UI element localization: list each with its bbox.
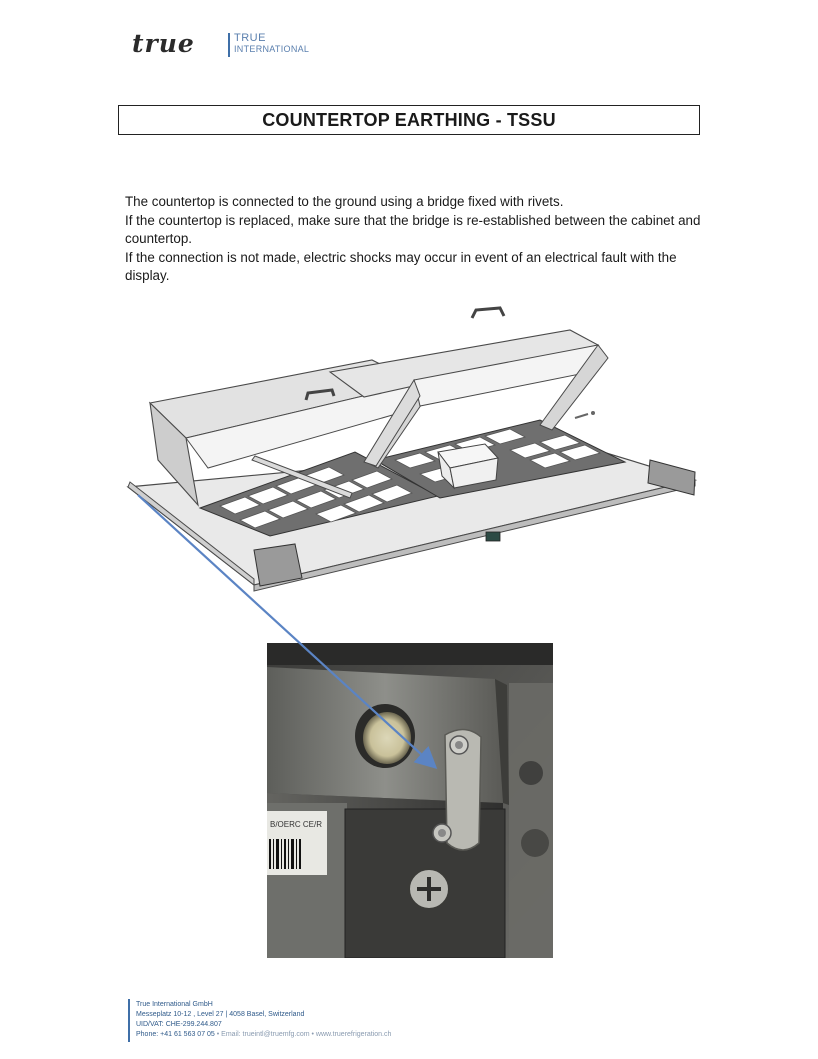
- logo-name-line1: TRUE: [234, 32, 266, 44]
- footer-phone-line: [136, 1030, 391, 1040]
- paragraph-3: If the connection is not made, electric shocks may occur in event of an electrical fault with the display.: [125, 249, 677, 284]
- bridge-photo: [267, 643, 553, 958]
- logo-wordmark: true: [132, 29, 195, 58]
- logo-divider: [228, 33, 230, 57]
- page-title: COUNTERTOP EARTHING - TSSU: [262, 109, 556, 130]
- logo-name: [234, 32, 309, 55]
- countertop-drawing: [120, 300, 710, 600]
- footer-vat: UID/VAT: CHE-299.244.807: [136, 1021, 222, 1028]
- title-box: [118, 105, 700, 135]
- logo-name-line2: INTERNATIONAL: [234, 44, 310, 54]
- label-text: B/OERC CE/R: [270, 820, 323, 829]
- paragraph-2: If the countertop is replaced, make sure that the bridge is re-established between the cabinet and countertop.: [125, 212, 701, 247]
- brand-logo: [132, 31, 312, 61]
- footer-email-web: • Email: trueintl@truemfg.com • www.truerefrigeration.ch: [214, 1031, 392, 1038]
- footer-divider: [128, 999, 130, 1042]
- instructions: [125, 193, 705, 286]
- footer-address: Messeplatz 10-12 , Level 27 | 4058 Basel, Switzerland: [136, 1011, 305, 1018]
- footer-company: True International GmbH: [136, 1001, 213, 1008]
- footer-contact: [136, 1000, 391, 1040]
- paragraph-1: The countertop is connected to the ground using a bridge fixed with rivets.: [125, 194, 564, 209]
- footer-phone: Phone: +41 61 563 07 05: [136, 1031, 215, 1038]
